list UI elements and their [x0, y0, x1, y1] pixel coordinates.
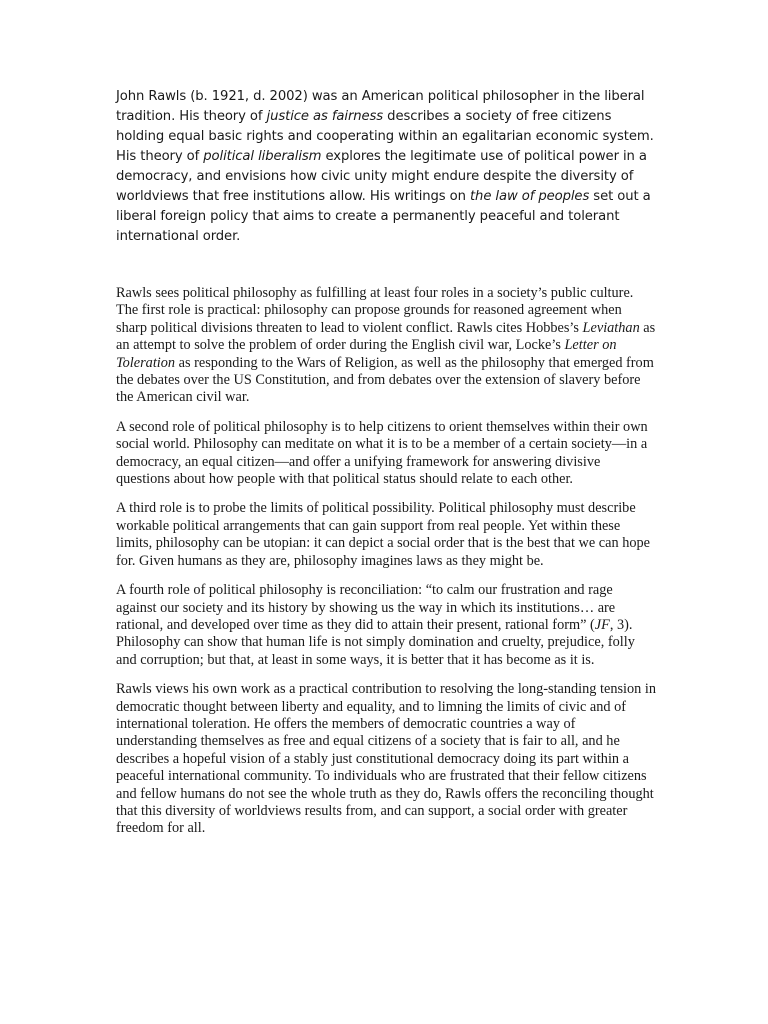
citation-abbrev: JF — [594, 616, 610, 633]
intro-text: John Rawls (b. 1921, d. 2002) was an American political philosopher in the liberal tradition. His theory of — [116, 89, 645, 124]
body-paragraph-2 — [116, 419, 656, 489]
intro-paragraph — [116, 87, 656, 247]
body-paragraph-3 — [116, 500, 656, 570]
body-text: A third role is to probe the limits of political possibility. Political philosophy must describe workable political arrangements that can gain support from real people. Yet within these limits, philosophy can be utopian: it can depict a social order that is the best that we can hope for. Given humans as they are, philosophy imagines laws as they might be. — [116, 500, 651, 569]
body-text: Rawls views his own work as a practical contribution to resolving the long-standing tension in democratic thought between liberty and equality, and to limning the limits of civic and of international toleration. He offers the members of democratic countries a way of understanding themselves as free and equal citizens of a society that is fair to all, and he describes a hopeful vision of a stably just constitutional democracy doing its part within a peaceful international community. To individuals who are frustrated that their fellow citizens and fellow humans do not see the whole truth as they do, Rawls offers the reconciling thought that this diversity of worldviews results from, and can support, a social order with greater freedom for all. — [116, 681, 657, 837]
intro-italic-term: justice as fairness — [266, 109, 384, 124]
book-title: Leviathan — [582, 319, 640, 336]
body-paragraph-4 — [116, 582, 656, 669]
intro-text: explores the legitimate use of political power in a democracy, and envisions how civic unity might endure despite the diversity of worldviews that free institutions allow. His writings on — [116, 149, 647, 204]
intro-text: set out a liberal foreign policy that aims to create a permanently peaceful and tolerant international order. — [116, 189, 651, 244]
intro-italic-term: political liberalism — [203, 149, 322, 164]
body-text: as an attempt to solve the problem of order during the English civil war, Locke’s — [116, 319, 656, 354]
body-text: A fourth role of political philosophy is reconciliation: “to calm our frustration and rage against our society and its history by showing us the way in which its institutions… are rational, and developed over time as they did to attain their present, rational form” ( — [116, 582, 616, 633]
body-paragraph-1 — [116, 285, 656, 407]
body-text: , 3). Philosophy can show that human life is not simply domination and cruelty, prejudice, folly and corruption; but that, at least in some ways, it is better that it has become as it is. — [116, 616, 635, 668]
body-text: Rawls sees political philosophy as fulfilling at least four roles in a society’s public culture. The first role is practical: philosophy can propose grounds for reasoned agreement when sharp political divisions threaten to lead to violent conflict. Rawls cites Hobbes’s — [116, 285, 634, 336]
book-title: Letter on Toleration — [116, 337, 617, 371]
intro-section — [116, 87, 656, 247]
body-paragraph-5 — [116, 681, 656, 838]
body-text: as responding to the Wars of Religion, as well as the philosophy that emerged from the debates over the US Constitution, and from debates over the extension of slavery before the American civil war. — [116, 354, 654, 406]
intro-text: describes a society of free citizens holding equal basic rights and cooperating within an egalitarian economic system. His theory of — [116, 109, 654, 164]
body-section — [116, 285, 656, 850]
intro-italic-term: the law of peoples — [469, 189, 590, 204]
body-text: A second role of political philosophy is to help citizens to orient themselves within their own social world. Philosophy can meditate on what it is to be a member of a certain society—in a democracy, an equal citizen—and offer a unifying framework for answering divisive questions about how people with that political status should relate to each other. — [116, 418, 648, 488]
